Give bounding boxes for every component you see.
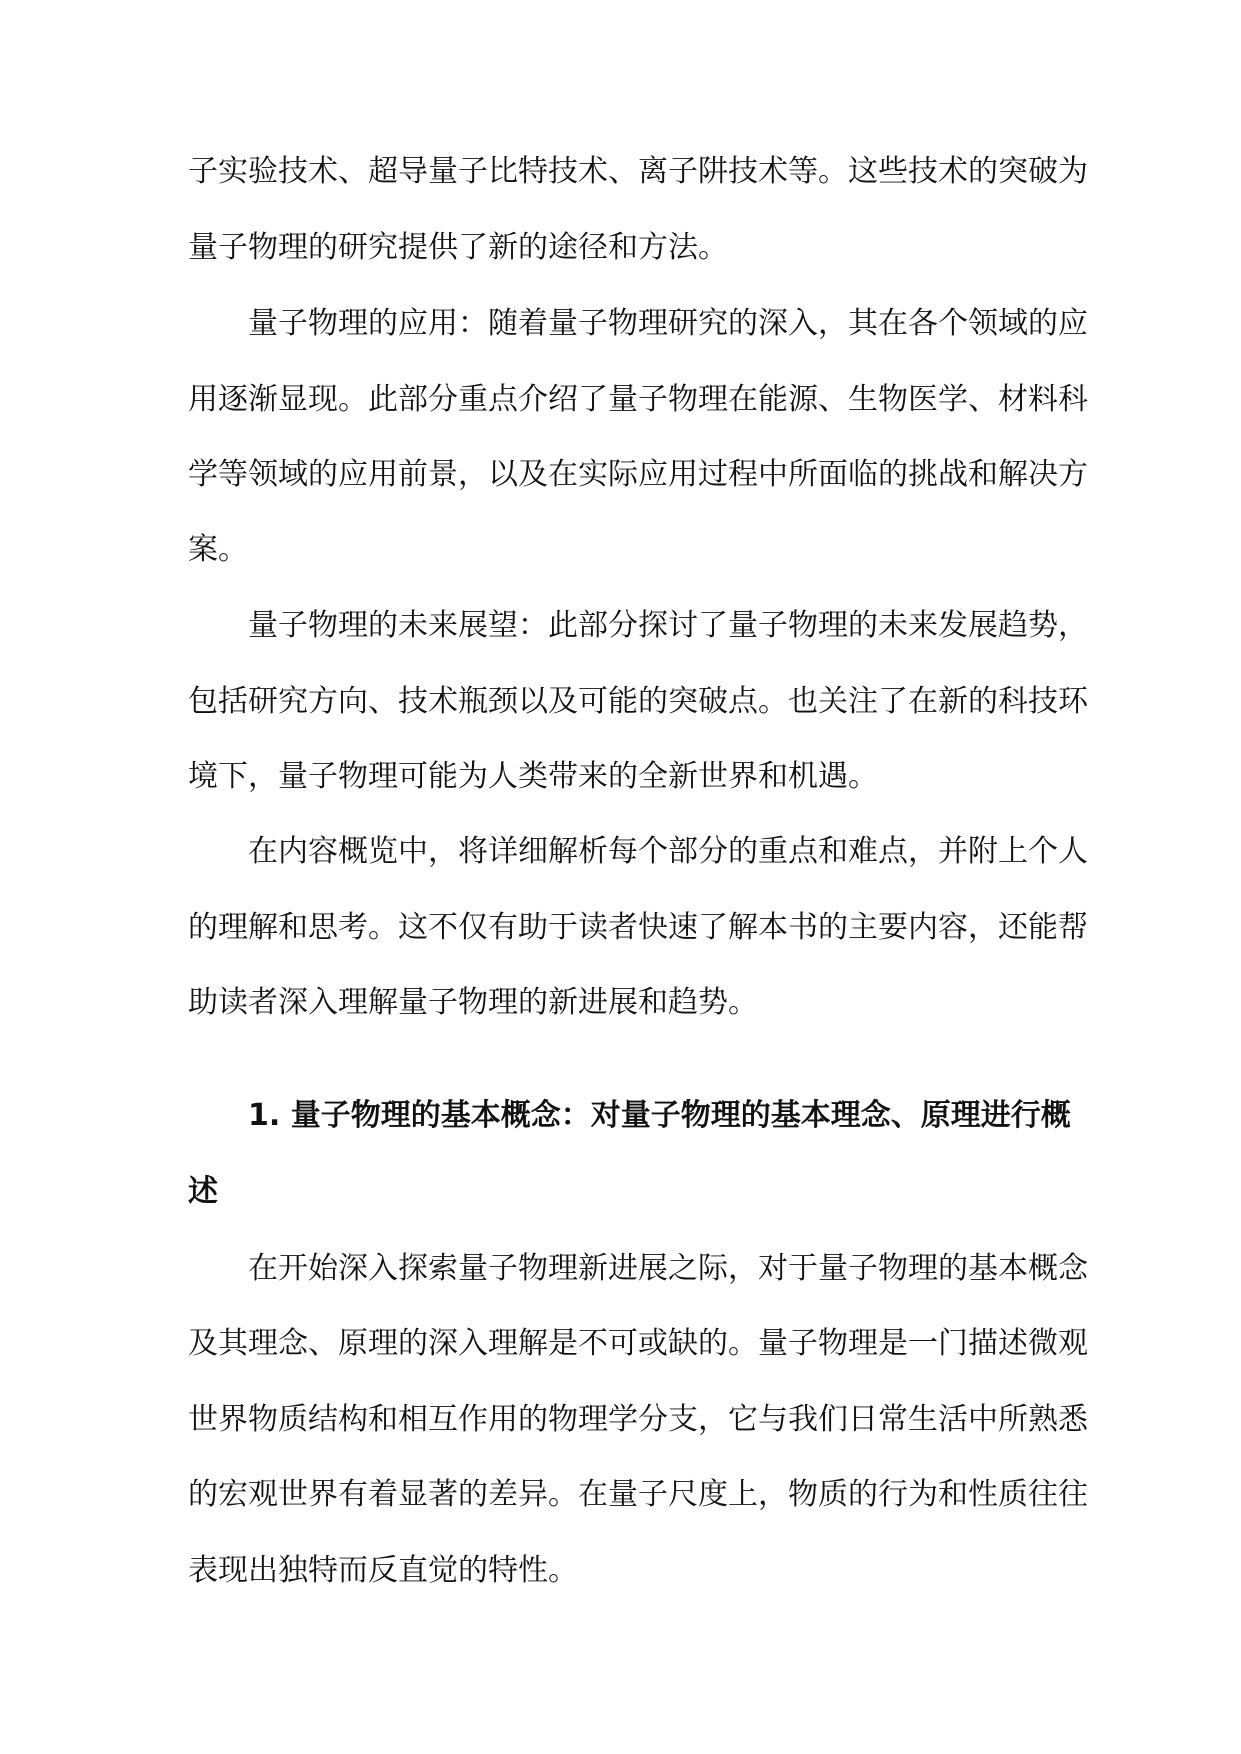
paragraph-line: 的宏观世界有着显著的差异。在量子尺度上，物质的行为和性质往往	[188, 1477, 1088, 1512]
paragraph-line: 量子物理的研究提供了新的途径和方法。	[188, 230, 728, 265]
paragraph-line: 境下，量子物理可能为人类带来的全新世界和机遇。	[188, 759, 878, 794]
paragraph-line: 案。	[188, 532, 248, 567]
paragraph-line: 世界物质结构和相互作用的物理学分支，它与我们日常生活中所熟悉	[188, 1402, 1088, 1437]
paragraph-line: 学等领域的应用前景，以及在实际应用过程中所面临的挑战和解决方	[188, 457, 1088, 492]
section-heading: 述	[188, 1174, 218, 1209]
paragraph-line: 表现出独特而反直觉的特性。	[188, 1553, 578, 1588]
paragraph-line: 的理解和思考。这不仅有助于读者快速了解本书的主要内容，还能帮	[188, 910, 1088, 945]
paragraph-line: 量子物理的应用：随着量子物理研究的深入，其在各个领域的应	[248, 306, 1088, 341]
paragraph-line: 及其理念、原理的深入理解是不可或缺的。量子物理是一门描述微观	[188, 1326, 1088, 1361]
paragraph-line: 在开始深入探索量子物理新进展之际，对于量子物理的基本概念	[248, 1251, 1088, 1286]
paragraph-line: 子实验技术、超导量子比特技术、离子阱技术等。这些技术的突破为	[188, 154, 1088, 189]
paragraph-line: 量子物理的未来展望：此部分探讨了量子物理的未来发展趋势，	[248, 608, 1088, 643]
paragraph-line: 助读者深入理解量子物理的新进展和趋势。	[188, 985, 758, 1020]
section-heading: 1. 量子物理的基本概念：对量子物理的基本理念、原理进行概	[248, 1098, 1071, 1133]
paragraph-line: 包括研究方向、技术瓶颈以及可能的突破点。也关注了在新的科技环	[188, 684, 1088, 719]
paragraph-line: 在内容概览中，将详细解析每个部分的重点和难点，并附上个人	[248, 834, 1088, 869]
paragraph-line: 用逐渐显现。此部分重点介绍了量子物理在能源、生物医学、材料科	[188, 382, 1088, 417]
